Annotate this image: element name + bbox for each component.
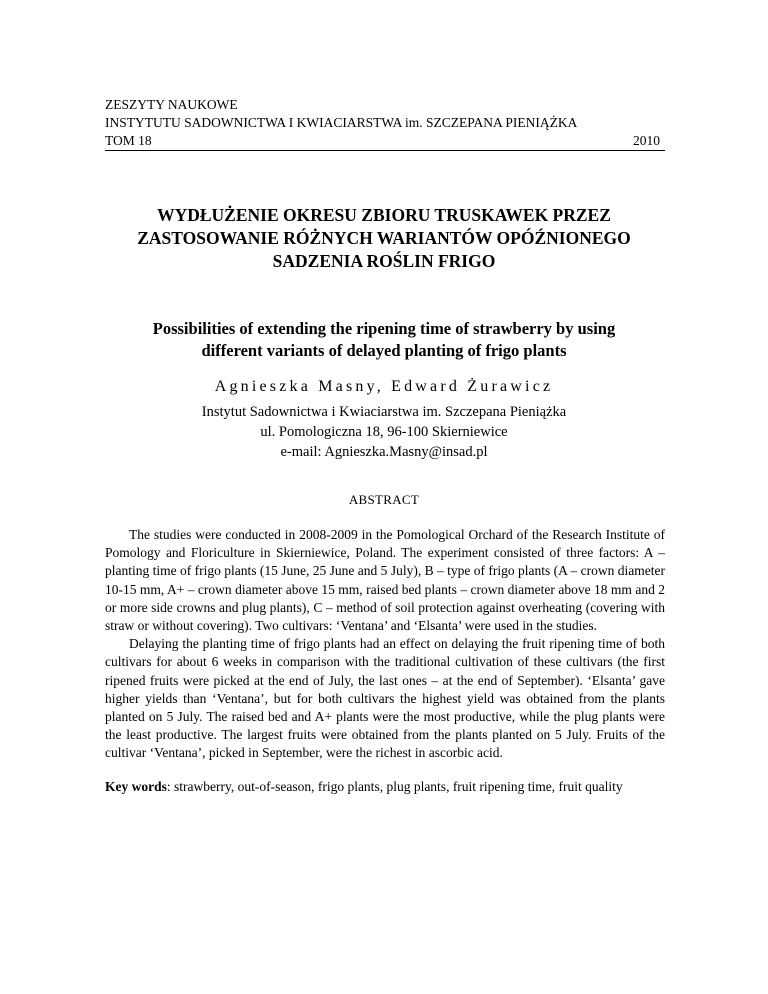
abstract-body <box>105 526 665 763</box>
header-divider <box>105 150 665 151</box>
title-english-line-2: different variants of delayed planting of frigo plants <box>201 341 567 360</box>
affiliation-email: e-mail: Agnieszka.Masny@insad.pl <box>280 444 488 460</box>
affiliation-address: ul. Pomologiczna 18, 96-100 Skierniewice <box>260 424 508 440</box>
author-list: Agnieszka Masny, Edward Żurawicz <box>214 378 554 395</box>
journal-name-line-1: ZESZYTY NAUKOWE <box>105 97 238 112</box>
journal-name-line-2: INSTYTUTU SADOWNICTWA I KWIACIARSTWA im. SZCZEPANA PIENIĄŻKA <box>105 115 578 130</box>
title-english <box>95 318 673 362</box>
keywords-label: Key words <box>105 779 167 794</box>
publication-year: 2010 <box>633 133 660 148</box>
affiliation-institute: Instytut Sadownictwa i Kwiaciarstwa im. Szczepana Pieniążka <box>201 404 567 420</box>
keywords-text: : strawberry, out-of-season, frigo plants, plug plants, fruit ripening time, fruit quality <box>166 779 623 794</box>
abstract-heading: ABSTRACT <box>348 492 420 507</box>
title-polish-line-2: ZASTOSOWANIE RÓŻNYCH WARIANTÓW OPÓŹNIONEGO <box>137 228 631 248</box>
abstract-paragraph-1: The studies were conducted in 2008-2009 in the Pomological Orchard of the Research Institute of Pomology and Floriculture in Skierniewice, Poland. The experiment consisted of three factors: A – planting time of frigo plants (15 June, 25 June and 5 July), B – type of frigo plants (A – crown diameter 10-15 mm, A+ – crown diameter above 15 mm, raised bed plants – crown diameter above 18 mm and 2 or more side crowns and plug plants), C – method of soil protection against overheating (covering with straw or without covering). Two cultivars: ‘Ventana’ and ‘Elsanta’ were used in the studies. <box>105 527 665 634</box>
keywords-section <box>105 778 665 796</box>
abstract-paragraph-2: Delaying the planting time of frigo plants had an effect on delaying the fruit ripening time of both cultivars for about 6 weeks in comparison with the traditional cultivation of these cultivars (the first ripened fruits were picked at the end of July, the last ones – at the end of September). ‘Elsanta’ gave higher yields than ‘Ventana’, but for both cultivars the highest yield was obtained from the plants planted on 5 July. The raised bed and A+ plants were the most productive, while the plug plants were the least productive. The largest fruits were obtained from the plants planted on 5 July. Fruits of the cultivar ‘Ventana’, picked in September, were the richest in ascorbic acid. <box>105 636 665 761</box>
volume-row <box>105 132 660 150</box>
title-english-line-1: Possibilities of extending the ripening time of strawberry by using <box>152 319 616 338</box>
title-polish-line-1: WYDŁUŻENIE OKRESU ZBIORU TRUSKAWEK PRZEZ <box>157 205 611 225</box>
affiliation <box>95 402 673 462</box>
volume-number: TOM 18 <box>105 133 152 148</box>
title-polish-line-3: SADZENIA ROŚLIN FRIGO <box>272 251 496 271</box>
journal-header <box>105 96 660 150</box>
title-polish <box>95 204 673 273</box>
